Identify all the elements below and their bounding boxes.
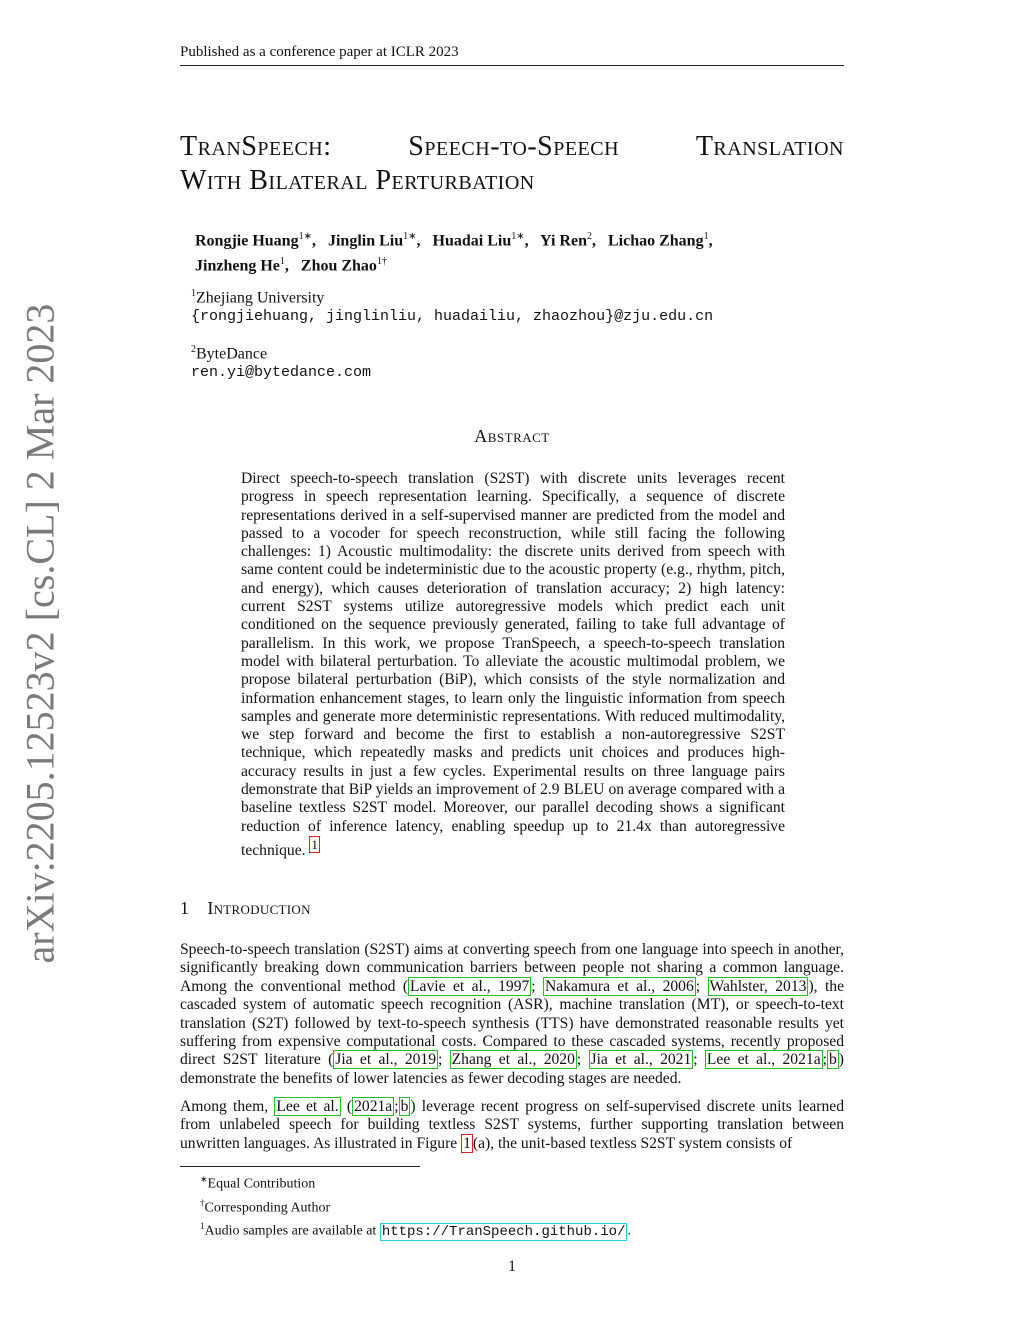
citation-link[interactable]: Nakamura et al., 2006 (545, 977, 694, 995)
footnote-mark: † (200, 1197, 205, 1208)
affil-mark: 2 (191, 344, 196, 355)
author-sep: , (591, 232, 596, 250)
author-affil-mark: 2 (586, 231, 592, 242)
author-sep: , (524, 232, 529, 250)
author-name: Yi Ren (540, 232, 587, 250)
section-title: Introduction (207, 898, 311, 918)
arxiv-stamp: arXiv:2205.12523v2 [cs.CL] 2 Mar 2023 (17, 303, 63, 964)
citation-sep: ; (695, 977, 708, 995)
author-name: Zhou Zhao (300, 257, 377, 275)
author-affil-mark: 1∗ (403, 231, 417, 242)
paragraph-text: ) demonstrate the benefits of lower latencies as fewer decoding stages are needed. (180, 1051, 844, 1087)
footnote-text: . (627, 1223, 631, 1239)
section-number: 1 (180, 898, 190, 918)
author-affil-mark: 1∗ (298, 231, 312, 242)
paragraph-text: Speech-to-speech translation (S2ST) aims at converting speech from one language into speech in another, significantly breaking down communication barriers between people not sharing a common language. Among the conventional method ( (180, 941, 844, 995)
abstract-text: Direct speech-to-speech translation (S2ST) with discrete units leverages recent progress in speech representation learning. Specifically, a sequence of discrete representations derived in a self-supervised manner are predicted from the model and passed to a vocoder for speech reconstruction, while still facing the following challenges: 1) Acoustic multimodality: the discrete units derived from speech with same content could be indeterministic due to the acoustic property (e.g., rhythm, pitch, and energy), which causes deterioration of translation accuracy; 2) high latency: current S2ST systems utilize autoregressive models which predict each unit conditioned on the sequence previously generated, failing to take full advantage of parallelism. In this work, we propose TranSpeech, a speech-to-speech translation model with bilateral perturbation. To alleviate the acoustic multimodal problem, we propose bilateral perturbation (BiP), which consists of the style normalization and information enhancement stages, to learn only the linguistic information from speech samples and generate more deterministic representations. With reduced multimodality, we step forward and become the first to establish a non-autoregressive S2ST technique, which repeatedly masks and predicts unit choices and produces high-accuracy results in just a few cycles. Experimental results on three language pairs demonstrate that BiP yields an improvement of 2.9 BLEU on average compared with a baseline textless S2ST model. Moreover, our parallel decoding shows a significant reduction of inference latency, enabling speedup up to 21.4x than autoregressive technique. (241, 470, 785, 860)
affil-mark: 1 (191, 288, 196, 299)
author-affil-mark: 1 (703, 231, 709, 242)
footnote-mark: 1 (200, 1221, 205, 1232)
author-name: Lichao Zhang (607, 232, 704, 250)
page-number: 1 (508, 1258, 516, 1275)
citation-link[interactable]: b (828, 1051, 837, 1069)
author-affil-mark: 1† (376, 256, 387, 268)
citation-link[interactable]: 2021a (354, 1098, 393, 1115)
citation-sep: ( (340, 1098, 353, 1115)
paragraph-text: ) leverage recent progress on self-supervised discrete units learned from unlabeled speech for building textless S2ST systems, further supporting translation between unwritten languages. As illustrated in Figure (180, 1098, 844, 1152)
author-name: Jinzheng He (195, 257, 280, 275)
author-affil-mark: 1 (279, 256, 285, 268)
author-name: Jinglin Liu (327, 232, 404, 250)
citation-sep: ; (822, 1051, 827, 1069)
title-word-1: TranSpeech: (180, 131, 332, 162)
affil-name: Zhejiang University (196, 289, 325, 307)
paragraph-text: Among them, (180, 1098, 275, 1115)
paragraph-text: (a), the unit-based textless S2ST system consists of (472, 1134, 793, 1152)
footnote-3 (200, 1217, 631, 1241)
intro-paragraph-1 (180, 941, 844, 1088)
citation-link[interactable]: b (400, 1098, 409, 1115)
section-heading (180, 898, 311, 919)
author-name: Rongjie Huang (195, 232, 299, 250)
affil-emails: {rongjiehuang, jinglinliu, huadailiu, zhaozhou}@zju.edu.cn (191, 308, 714, 326)
citation-link[interactable]: Jia et al., 2021 (590, 1051, 692, 1069)
author-sep: , (284, 257, 289, 275)
citation-link[interactable]: Lee et al. (276, 1098, 339, 1115)
citation-sep: ; (576, 1051, 589, 1069)
affiliation-zju (191, 284, 713, 326)
citation-link[interactable]: Jia et al., 2019 (335, 1051, 436, 1069)
footnote-1 (200, 1170, 631, 1194)
footnote-2 (200, 1194, 631, 1218)
title-line-2: With Bilateral Perturbation (180, 165, 535, 196)
footnote-rule (180, 1166, 420, 1167)
abstract-heading: Abstract (474, 426, 550, 446)
citation-link[interactable]: Wahlster, 2013 (709, 977, 807, 995)
title-word-3: Translation (695, 131, 844, 162)
footnote-text: Corresponding Author (204, 1200, 331, 1216)
affil-name: ByteDance (196, 345, 268, 363)
footnote-text: Audio samples are available at (204, 1223, 380, 1239)
citation-sep: ; (693, 1051, 705, 1069)
footnote-mark: ∗ (200, 1174, 208, 1184)
citation-sep: ; (394, 1098, 399, 1115)
abstract-body (241, 470, 785, 860)
intro-paragraph-2 (180, 1098, 844, 1153)
footnotes (200, 1170, 631, 1241)
audio-samples-link[interactable]: https://TranSpeech.github.io/ (381, 1223, 626, 1240)
author-sep: , (311, 232, 316, 250)
author-name: Huadai Liu (432, 232, 512, 250)
citation-link[interactable]: Zhang et al., 2020 (451, 1051, 575, 1069)
citation-link[interactable]: Lee et al., 2021a (706, 1051, 821, 1069)
affil-email: ren.yi@bytedance.com (191, 364, 372, 382)
citation-sep: ; (438, 1051, 450, 1069)
running-header: Published as a conference paper at ICLR 2023 (180, 44, 459, 60)
citation-link[interactable]: Lavie et al., 1997 (410, 977, 530, 995)
figure-link[interactable]: 1 (463, 1134, 471, 1152)
paper-title (180, 130, 844, 198)
title-word-2: Speech-to-Speech (408, 131, 620, 162)
author-sep: , (416, 232, 421, 250)
header-rule (180, 65, 844, 66)
citation-sep: ; (531, 977, 544, 995)
paragraph-text: ), the cascaded system of automatic speech recognition (ASR), machine translation (MT), or speech-to-text translation (S2T) followed by text-to-speech synthesis (TTS) have demonstrated reasonable results yet suffering from expensive computational costs. Compared to these cascaded systems, recently proposed direct S2ST literature ( (180, 977, 844, 1069)
footnote-link[interactable]: 1 (311, 836, 318, 852)
title-line-1 (180, 130, 844, 164)
footnote-text: Equal Contribution (207, 1176, 316, 1192)
affiliation-bytedance (191, 340, 371, 382)
author-affil-mark: 1∗ (511, 231, 525, 242)
author-sep: , (708, 232, 713, 250)
author-list (195, 226, 815, 277)
